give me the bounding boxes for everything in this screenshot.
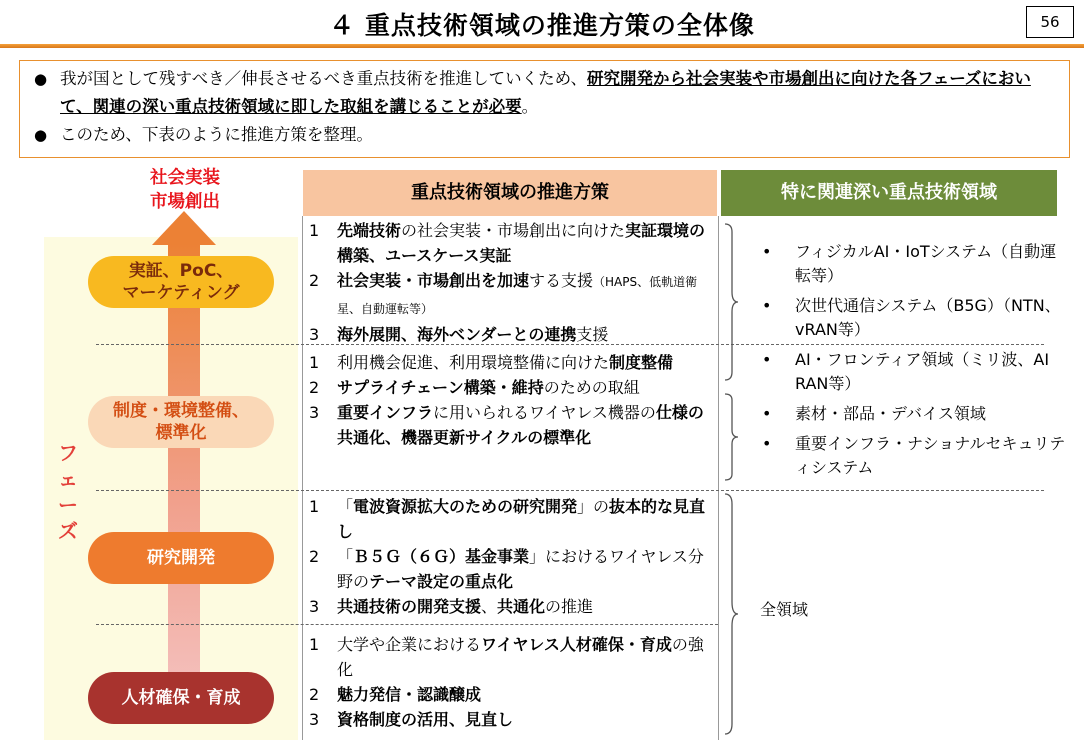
measure-emphasis: 先端技術 <box>337 221 402 240</box>
item-number: 1 <box>309 353 320 372</box>
measure-item <box>309 218 717 268</box>
intro-text-end: 。 <box>521 97 539 116</box>
bullet-icon: ● <box>34 126 48 144</box>
measure-item <box>309 707 717 732</box>
measure-item <box>309 682 717 707</box>
axis-char: フ <box>58 441 78 465</box>
bullet-icon: • <box>762 404 772 423</box>
item-number: 2 <box>309 685 320 704</box>
goal-line: 市場創出 <box>150 192 220 212</box>
measure-text: 利用機会促進、利用環境整備に向けた <box>337 353 610 372</box>
phase-label: マーケティング <box>122 283 240 303</box>
item-number: 1 <box>309 221 320 240</box>
measure-text: 「 <box>337 497 354 516</box>
measure-item <box>309 322 717 347</box>
intro-box <box>19 60 1070 158</box>
measures-human-resources <box>309 632 717 732</box>
bullet-icon: • <box>762 350 772 369</box>
phase-axis-label <box>56 440 80 544</box>
item-number: 2 <box>309 547 320 566</box>
up-arrow-shaft <box>168 244 200 712</box>
phase-human-resources <box>88 672 274 724</box>
item-number: 2 <box>309 271 320 290</box>
intro-bullet-1 <box>28 65 1061 121</box>
title-divider <box>0 44 1084 48</box>
measure-emphasis: 資格制度の活用、見直し <box>337 710 514 729</box>
measure-text: の社会実装・市場創出に向けた <box>401 221 626 240</box>
measure-text: のための取組 <box>543 378 640 397</box>
table-border-left <box>302 216 303 740</box>
up-arrow-head-icon <box>152 211 216 245</box>
related-all-domains: 全領域 <box>760 600 809 619</box>
measure-text: 支援 <box>576 325 609 344</box>
header-measures: 重点技術領域の推進方策 <box>303 170 717 216</box>
measure-item <box>309 350 717 375</box>
bullet-icon: ● <box>34 70 48 88</box>
measure-text: の推進 <box>545 597 594 616</box>
intro-bullet-2 <box>28 121 1061 149</box>
intro-text: このため、下表のように推進方策を整理。 <box>60 125 373 144</box>
measure-emphasis: 魅力発信・認識醸成 <box>337 685 482 704</box>
related-text: フィジカルAI・IoTシステム（自動運転等） <box>795 242 1057 285</box>
phase-label: 制度・環境整備、 <box>113 401 249 421</box>
item-number: 3 <box>309 403 320 422</box>
axis-char: ー <box>58 493 78 517</box>
phase-label: 標準化 <box>155 423 207 443</box>
related-group-1 <box>758 240 1068 402</box>
measure-item <box>309 544 717 594</box>
measure-emphasis: 制度整備 <box>609 353 674 372</box>
measure-item <box>309 494 717 544</box>
goal-label <box>130 166 240 214</box>
bullet-icon: • <box>762 242 772 261</box>
row-divider <box>96 624 718 625</box>
related-text: 素材・部品・デバイス領域 <box>795 404 986 423</box>
item-number: 1 <box>309 497 320 516</box>
axis-char: ェ <box>58 467 78 491</box>
page-title: ４ 重点技術領域の推進方策の全体像 <box>329 11 755 40</box>
measure-text: の強化 <box>337 635 704 679</box>
phase-rd <box>88 532 274 584</box>
related-text: AI・フロンティア領域（ミリ波、AI RAN等） <box>795 350 1050 393</box>
bullet-icon: • <box>762 434 772 453</box>
measure-text: 、 <box>481 597 498 616</box>
curly-brace-icon <box>724 492 738 736</box>
phase-demo <box>88 256 274 308</box>
measure-emphasis: 共通化 <box>497 597 546 616</box>
axis-char: ズ <box>58 519 78 543</box>
item-number: 3 <box>309 325 320 344</box>
related-item <box>758 402 1068 426</box>
measures-regulation <box>309 350 717 450</box>
measure-emphasis: 実証環境の構築、ユースケース実証 <box>337 221 706 265</box>
related-item <box>758 294 1068 342</box>
measure-text: 大学や企業における <box>337 635 482 654</box>
curly-brace-icon <box>724 222 738 382</box>
measure-item <box>309 594 717 619</box>
measures-rd <box>309 494 717 619</box>
goal-line: 社会実装 <box>150 168 220 188</box>
item-number: 2 <box>309 378 320 397</box>
measure-emphasis: テーマ設定の重点化 <box>369 572 514 591</box>
measures-demo <box>309 218 717 347</box>
header-related-domains: 特に関連深い重点技術領域 <box>721 170 1057 216</box>
measure-emphasis: 電波資源拡大のための研究開発 <box>353 497 578 516</box>
measure-emphasis: 海外展開、海外ベンダーとの連携 <box>337 325 577 344</box>
phase-label: 研究開発 <box>147 548 215 568</box>
measure-emphasis: 抜本的な見直し <box>337 497 706 541</box>
related-item <box>758 348 1068 396</box>
measure-text: 「 <box>337 547 354 566</box>
measure-emphasis: 重要インフラ <box>337 403 434 422</box>
measure-emphasis: 仕様の共通化、機器更新サイクルの標準化 <box>337 403 704 447</box>
related-item <box>758 432 1068 480</box>
intro-emphasis: 研究開発から社会実装や市場創出に向けた各フェーズにおいて、関連の深い重点技術領域に即した取組を講じることが必要 <box>60 69 1031 116</box>
curly-brace-icon <box>724 392 738 482</box>
measure-emphasis: Ｂ５Ｇ（６Ｇ）基金事業 <box>353 547 530 566</box>
measure-item <box>309 632 717 682</box>
related-text: 重要インフラ・ナショナルセキュリティシステム <box>795 434 1066 477</box>
measure-text: 」の <box>577 497 610 516</box>
measure-note: （HAPS、低軌道衛星、自動運転等） <box>337 275 698 316</box>
measure-emphasis: サプライチェーン構築・維持 <box>337 378 544 397</box>
measure-emphasis: 共通技術の開発支援 <box>337 597 482 616</box>
phase-regulation <box>88 396 274 448</box>
measure-emphasis: 社会実装・市場創出を加速 <box>337 271 530 290</box>
phase-label: 人材確保・育成 <box>121 688 241 708</box>
related-item <box>758 240 1068 288</box>
item-number: 1 <box>309 635 320 654</box>
measure-item <box>309 400 717 450</box>
measure-item <box>309 268 717 322</box>
measure-text: 」におけるワイヤレス分野の <box>337 547 704 591</box>
measure-text: に用いられるワイヤレス機器の <box>433 403 656 422</box>
bullet-icon: • <box>762 296 772 315</box>
table-border-mid <box>718 216 719 740</box>
measure-emphasis: ワイヤレス人材確保・育成 <box>481 635 672 654</box>
item-number: 3 <box>309 597 320 616</box>
measure-item <box>309 375 717 400</box>
page-number: 56 <box>1026 6 1074 38</box>
related-text: 次世代通信システム（B5G）（NTN、vRAN等） <box>795 296 1061 339</box>
item-number: 3 <box>309 710 320 729</box>
measure-text: する支援 <box>529 271 594 290</box>
related-group-2 <box>758 402 1068 486</box>
row-divider <box>96 490 1044 491</box>
phase-label: 実証、PoC、 <box>128 261 234 281</box>
intro-text: 我が国として残すべき／伸長させるべき重点技術を推進していくため、 <box>60 69 588 88</box>
